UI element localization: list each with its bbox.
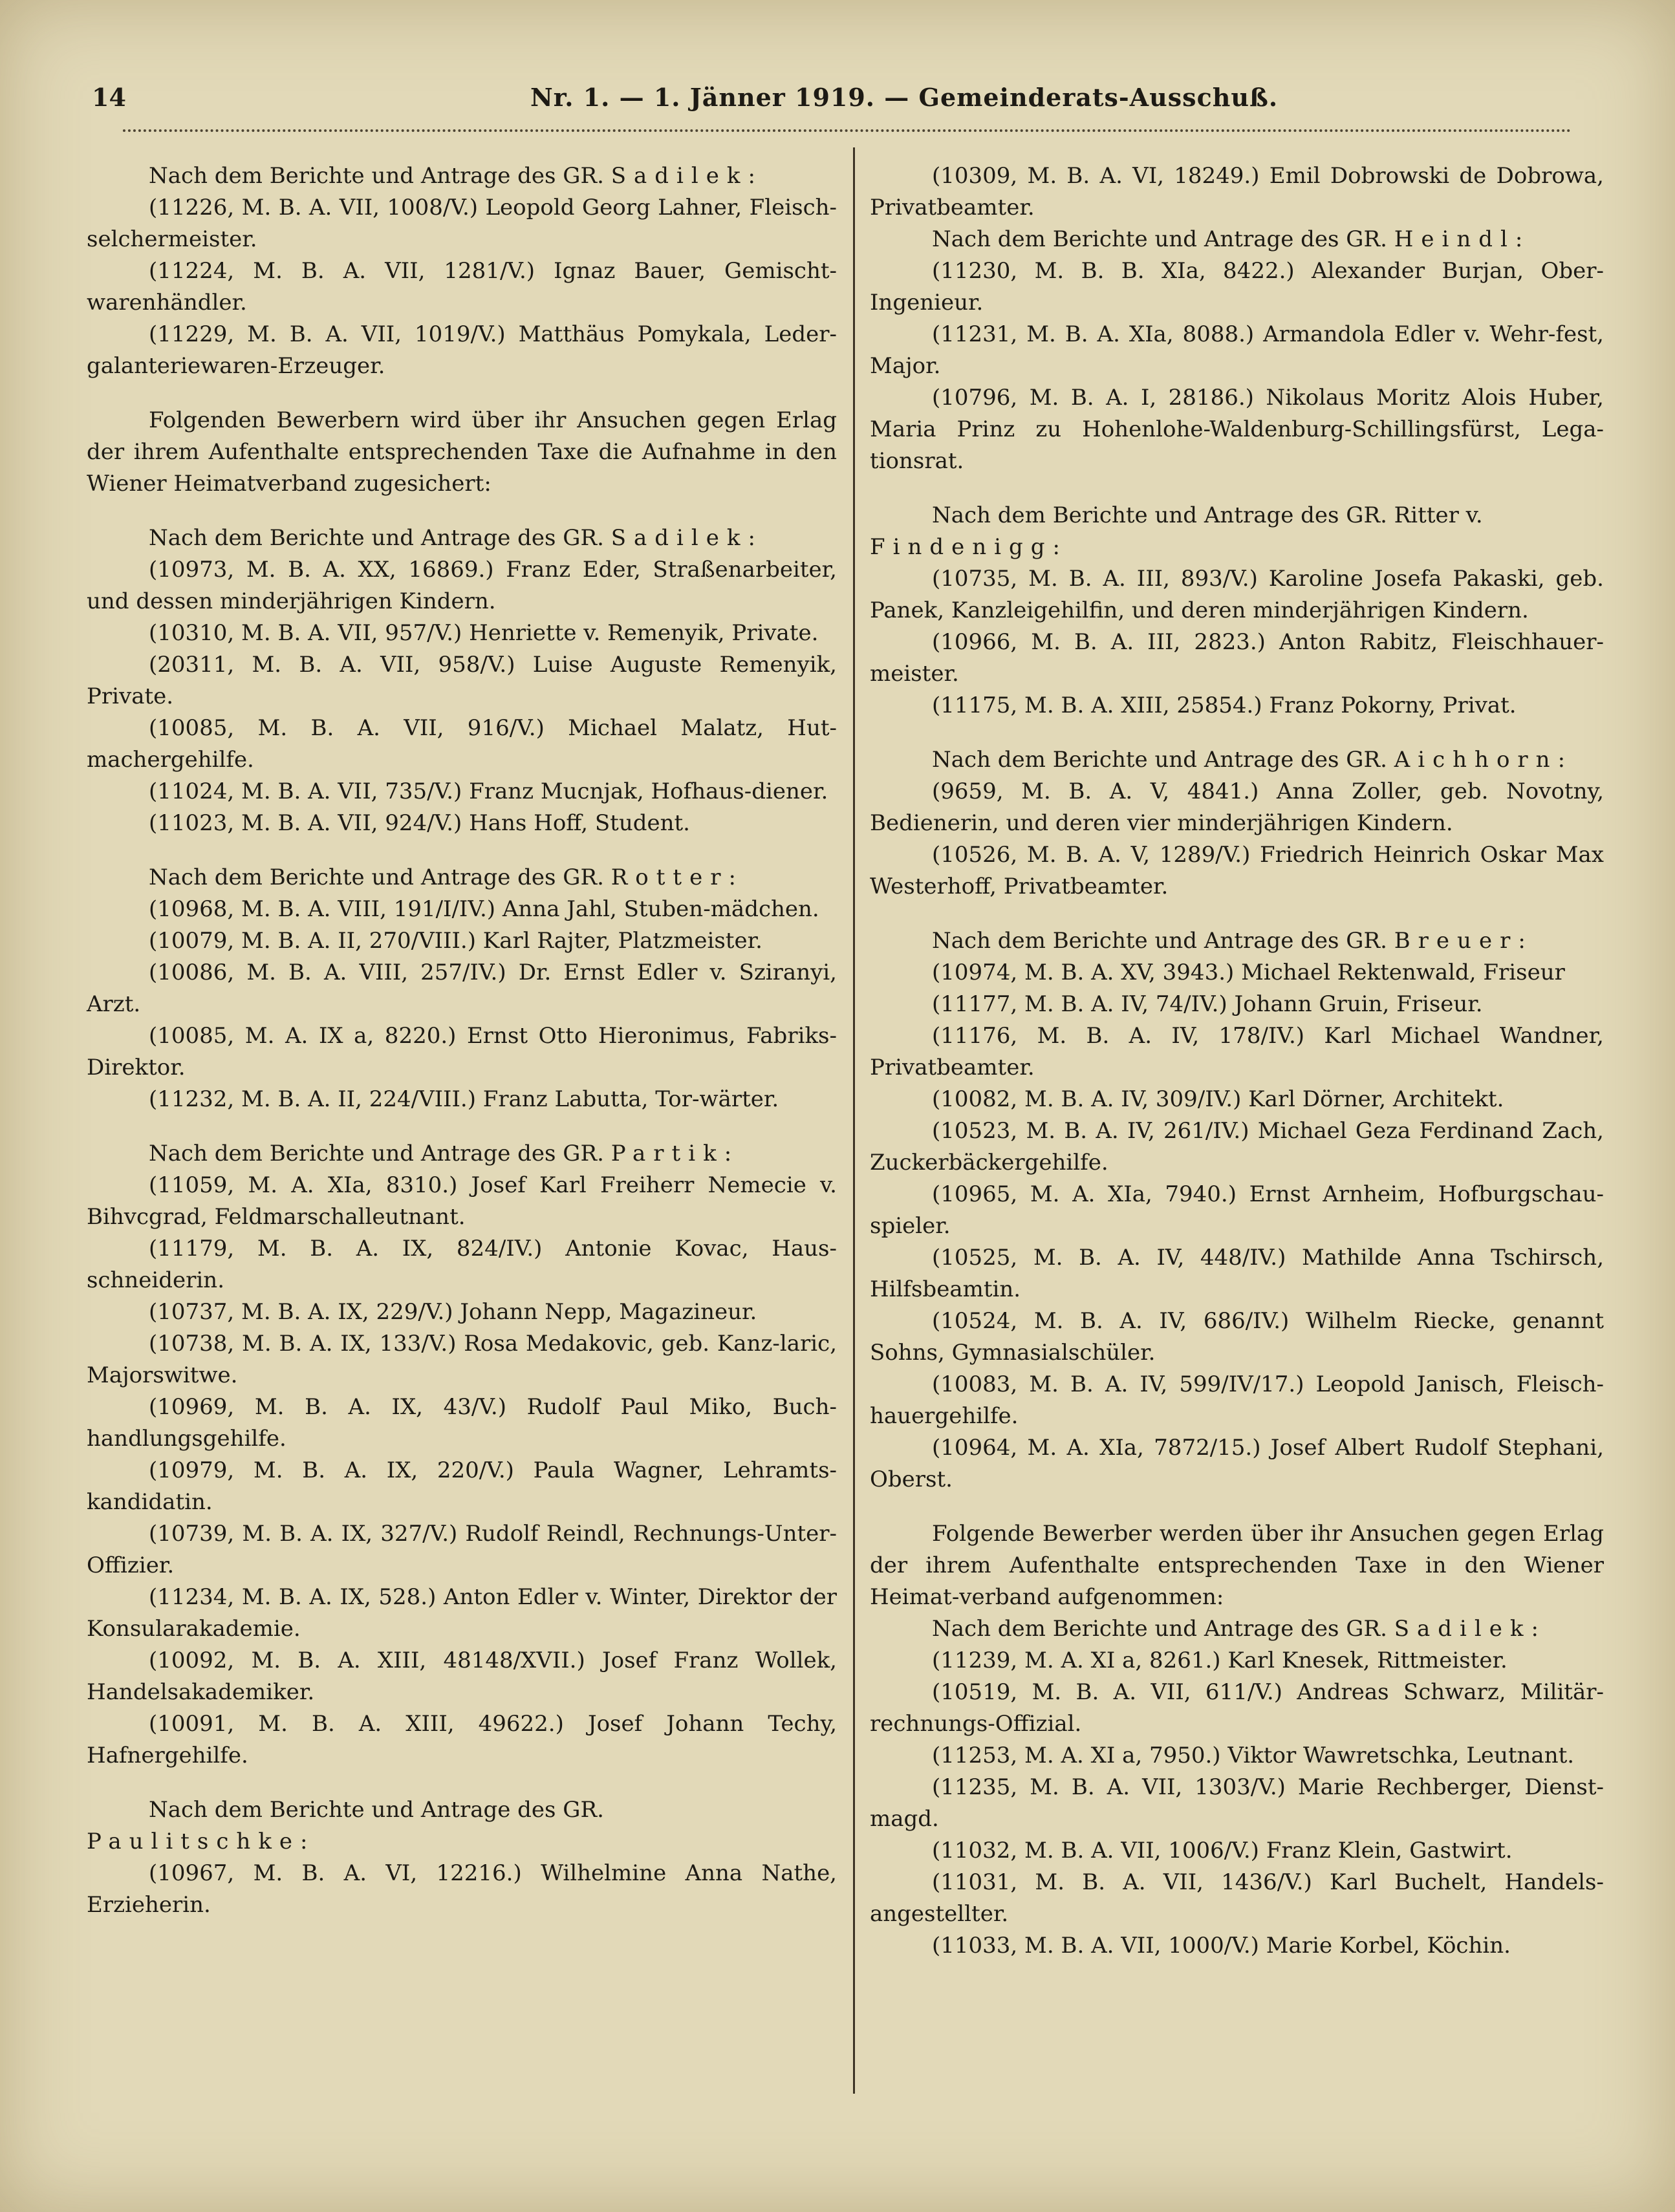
list-item: (10965, M. A. XIa, 7940.) Ernst Arnheim, Hofburgschau-spieler. (870, 1181, 1604, 1239)
header-rule (123, 129, 1572, 132)
list-item: (10082, M. B. A. IV, 309/IV.) Karl Dörner, Architekt. (932, 1086, 1504, 1112)
list-item: (11176, M. B. A. IV, 178/IV.) Karl Michael Wandner, Privatbeamter. (870, 1023, 1604, 1080)
list-item: (11232, M. B. A. II, 224/VIII.) Franz Labutta, Tor-wärter. (149, 1086, 779, 1112)
list-item: (9659, M. B. A. V, 4841.) Anna Zoller, geb. Novotny, Bedienerin, und deren vier minderjährigen Kindern. (870, 778, 1604, 836)
section-heading: Nach dem Berichte und Antrage des GR. Ritter v. Findenigg: (870, 502, 1483, 560)
list-item: (11175, M. B. A. XIII, 25854.) Franz Pokorny, Privat. (932, 693, 1517, 718)
list-item: (10091, M. B. A. XIII, 49622.) Josef Johann Techy, Hafnergehilfe. (87, 1711, 837, 1768)
list-item: (11024, M. B. A. VII, 735/V.) Franz Mucnjak, Hofhaus-diener. (149, 778, 828, 804)
list-item: (10085, M. A. IX a, 8220.) Ernst Otto Hieronimus, Fabriks-Direktor. (87, 1023, 837, 1080)
list-item: (10737, M. B. A. IX, 229/V.) Johann Nepp, Magazineur. (149, 1299, 757, 1325)
left-column (87, 160, 837, 1921)
list-item: (10979, M. B. A. IX, 220/V.) Paula Wagner, Lehramts-kandidatin. (87, 1457, 837, 1515)
page-header (84, 78, 1591, 116)
section-heading: Nach dem Berichte und Antrage des GR. Sadilek: (149, 163, 763, 189)
list-item: (11235, M. B. A. VII, 1303/V.) Marie Rechberger, Dienst-magd. (870, 1774, 1604, 1832)
list-item: (11231, M. B. A. XIa, 8088.) Armandola Edler v. Wehr-fest, Major. (870, 321, 1604, 379)
right-column (870, 160, 1604, 1962)
list-item: (10086, M. B. A. VIII, 257/IV.) Dr. Ernst Edler v. Sziranyi, Arzt. (87, 960, 837, 1017)
section-heading: Nach dem Berichte und Antrage des GR. Aichhorn: (932, 747, 1573, 773)
list-item: (11224, M. B. A. VII, 1281/V.) Ignaz Bauer, Gemischt-warenhändler. (87, 258, 837, 316)
list-item: (10964, M. A. XIa, 7872/15.) Josef Albert Rudolf Stephani, Oberst. (870, 1435, 1604, 1492)
section-heading: Nach dem Berichte und Antrage des GR. Paulitschke: (87, 1797, 604, 1854)
list-item: (10079, M. B. A. II, 270/VIII.) Karl Rajter, Platzmeister. (149, 928, 762, 954)
list-item: (11234, M. B. A. IX, 528.) Anton Edler v. Winter, Direktor der Konsularakademie. (87, 1584, 837, 1642)
section-heading: Nach dem Berichte und Antrage des GR. Sadilek: (932, 1616, 1546, 1642)
section-heading: Nach dem Berichte und Antrage des GR. Rotter: (149, 864, 744, 890)
list-item: (10085, M. B. A. VII, 916/V.) Michael Malatz, Hut-machergehilfe. (87, 715, 837, 773)
list-item: (10526, M. B. A. V, 1289/V.) Friedrich Heinrich Oskar Max Westerhoff, Privatbeamter. (870, 842, 1604, 899)
list-item: (10092, M. B. A. XIII, 48148/XVII.) Josef Franz Wollek, Handelsakademiker. (87, 1648, 837, 1705)
list-item: (11023, M. B. A. VII, 924/V.) Hans Hoff, Student. (149, 810, 690, 836)
list-item: (10524, M. B. A. IV, 686/IV.) Wilhelm Riecke, genannt Sohns, Gymnasialschüler. (870, 1308, 1604, 1366)
list-item: (11031, M. B. A. VII, 1436/V.) Karl Buchelt, Handels-angestellter. (870, 1869, 1604, 1927)
list-item: (11229, M. B. A. VII, 1019/V.) Matthäus Pomykala, Leder-galanteriewaren-Erzeuger. (87, 321, 837, 379)
section-heading: Nach dem Berichte und Antrage des GR. Heindl: (932, 226, 1531, 252)
page-number: 14 (92, 83, 126, 112)
list-item: (11177, M. B. A. IV, 74/IV.) Johann Gruin, Friseur. (932, 991, 1483, 1017)
section-heading: Nach dem Berichte und Antrage des GR. Partik: (149, 1141, 740, 1166)
intro-paragraph: Folgenden Bewerbern wird über ihr Ansuchen gegen Erlag der ihrem Aufenthalte entsprechenden Taxe die Aufnahme in den Wiener Heimatverband zugesichert: (87, 407, 837, 497)
intro-paragraph: Folgende Bewerber werden über ihr Ansuchen gegen Erlag der ihrem Aufenthalte entsprechenden Taxe in den Wiener Heimat-verband aufgenommen: (870, 1521, 1604, 1610)
list-item: (11226, M. B. A. VII, 1008/V.) Leopold Georg Lahner, Fleisch-selchermeister. (87, 195, 837, 252)
section-heading: Nach dem Berichte und Antrage des GR. Sadilek: (149, 525, 763, 551)
list-item: (11032, M. B. A. VII, 1006/V.) Franz Klein, Gastwirt. (932, 1838, 1513, 1863)
list-item: (11059, M. A. XIa, 8310.) Josef Karl Freiherr Nemecie v. Bihvcgrad, Feldmarschalleutnant. (87, 1172, 837, 1230)
list-item: (11239, M. A. XI a, 8261.) Karl Knesek, Rittmeister. (932, 1648, 1508, 1673)
list-item: (11253, M. A. XI a, 7950.) Viktor Wawretschka, Leutnant. (932, 1743, 1575, 1768)
list-item: (10973, M. B. A. XX, 16869.) Franz Eder, Straßenarbeiter, und dessen minderjährigen Kindern. (87, 557, 837, 614)
list-item: (10309, M. B. A. VI, 18249.) Emil Dobrowski de Dobrowa, Privatbeamter. (870, 163, 1604, 220)
list-item: (10519, M. B. A. VII, 611/V.) Andreas Schwarz, Militär-rechnungs-Offizial. (870, 1679, 1604, 1737)
column-divider (853, 147, 855, 2094)
list-item: (10738, M. B. A. IX, 133/V.) Rosa Medakovic, geb. Kanz-laric, Majorswitwe. (87, 1331, 837, 1388)
list-item: (11179, M. B. A. IX, 824/IV.) Antonie Kovac, Haus-schneiderin. (87, 1236, 837, 1293)
section-heading: Nach dem Berichte und Antrage des GR. Breuer: (932, 928, 1533, 954)
list-item: (10974, M. B. A. XV, 3943.) Michael Rektenwald, Friseur (932, 960, 1565, 985)
list-item: (10083, M. B. A. IV, 599/IV/17.) Leopold Janisch, Fleisch-hauergehilfe. (870, 1371, 1604, 1429)
list-item: (10967, M. B. A. VI, 12216.) Wilhelmine Anna Nathe, Erzieherin. (87, 1860, 837, 1918)
header-title: Nr. 1. — 1. Jänner 1919. — Gemeinderats-Ausschuß. (530, 83, 1279, 112)
list-item: (10796, M. B. A. I, 28186.) Nikolaus Moritz Alois Huber, Maria Prinz zu Hohenlohe-Waldenburg-Schillingsfürst, Lega-tionsrat. (870, 385, 1604, 474)
list-item: (10739, M. B. A. IX, 327/V.) Rudolf Reindl, Rechnungs-Unter-Offizier. (87, 1521, 837, 1578)
list-item: (10968, M. B. A. VIII, 191/I/IV.) Anna Jahl, Stuben-mädchen. (149, 896, 819, 922)
list-item: (10969, M. B. A. IX, 43/V.) Rudolf Paul Miko, Buch-handlungsgehilfe. (87, 1394, 837, 1452)
list-item: (10966, M. B. A. III, 2823.) Anton Rabitz, Fleischhauer-meister. (870, 629, 1604, 687)
list-item: (11033, M. B. A. VII, 1000/V.) Marie Korbel, Köchin. (932, 1933, 1511, 1959)
list-item: (20311, M. B. A. VII, 958/V.) Luise Auguste Remenyik, Private. (87, 652, 837, 709)
list-item: (10523, M. B. A. IV, 261/IV.) Michael Geza Ferdinand Zach, Zuckerbäckergehilfe. (870, 1118, 1604, 1176)
list-item: (11230, M. B. B. XIa, 8422.) Alexander Burjan, Ober-Ingenieur. (870, 258, 1604, 316)
list-item: (10735, M. B. A. III, 893/V.) Karoline Josefa Pakaski, geb. Panek, Kanzleigehilfin, und deren minderjährigen Kindern. (870, 566, 1604, 623)
list-item: (10310, M. B. A. VII, 957/V.) Henriette v. Remenyik, Private. (149, 620, 819, 646)
list-item: (10525, M. B. A. IV, 448/IV.) Mathilde Anna Tschirsch, Hilfsbeamtin. (870, 1245, 1604, 1302)
